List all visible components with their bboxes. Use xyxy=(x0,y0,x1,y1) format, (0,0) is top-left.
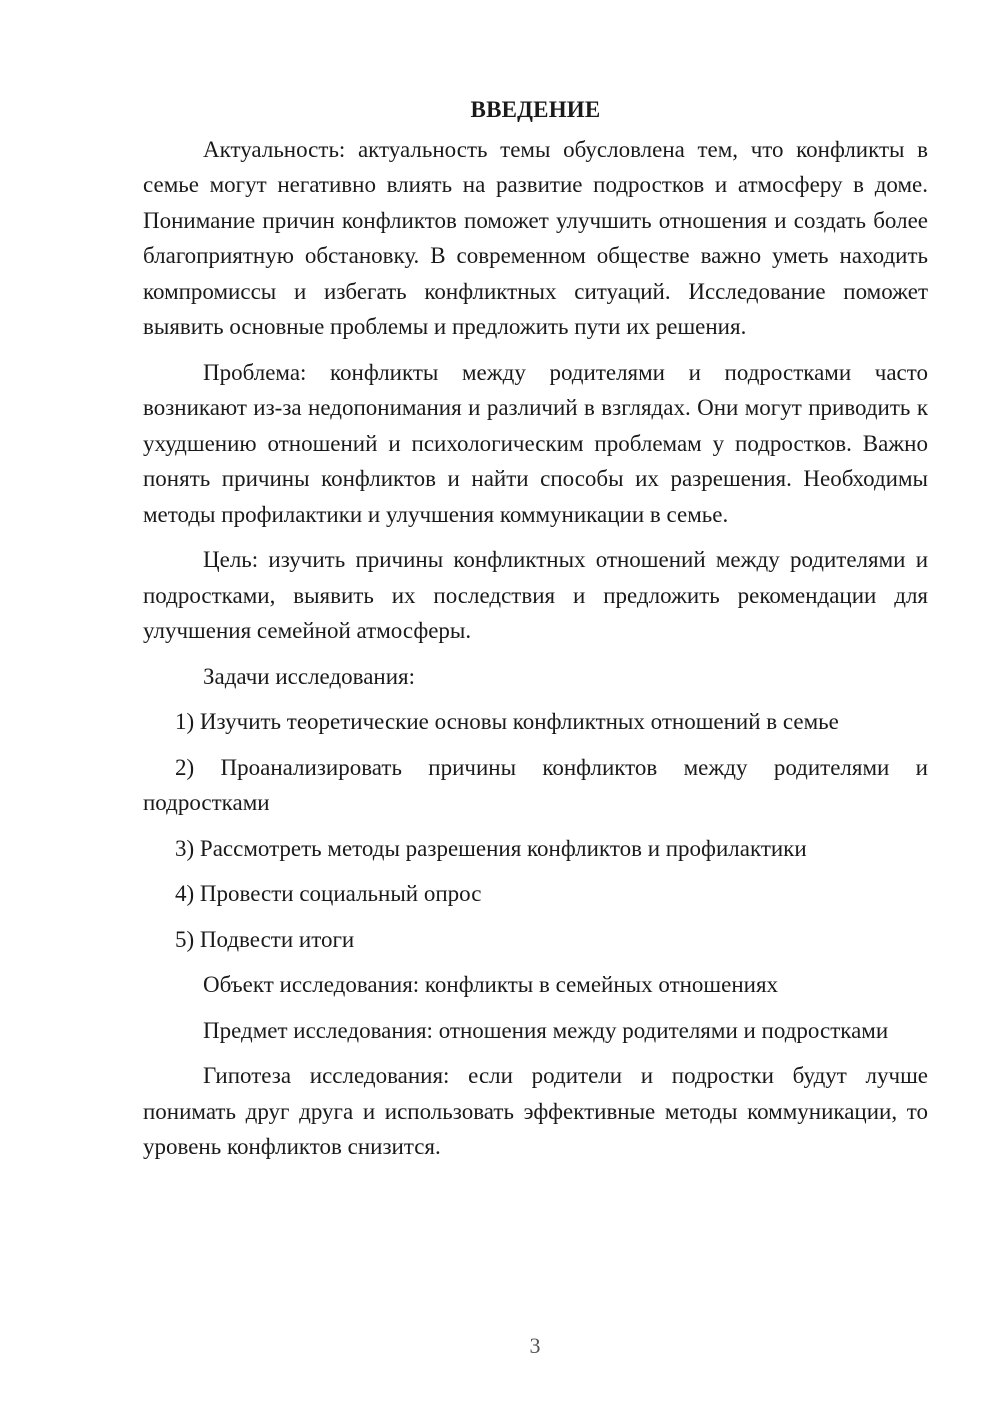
page-number: 3 xyxy=(529,1333,541,1358)
goal-paragraph: Цель: изучить причины конфликтных отношений между родителями и подростками, выявить их последствия и предложить рекомендации для улучшения семейной атмосферы. xyxy=(143,547,928,643)
object-paragraph: Объект исследования: конфликты в семейных отношениях xyxy=(203,972,779,997)
tasks-heading: Задачи исследования: xyxy=(203,663,416,689)
task-item-5: 5) Подвести итоги xyxy=(175,926,355,952)
subject-paragraph: Предмет исследования: отношения между родителями и подростками xyxy=(203,1017,889,1043)
task-item-1: 1) Изучить теоретические основы конфликтных отношений в семье xyxy=(175,709,839,734)
task-item-3: 3) Рассмотреть методы разрешения конфликтов и профилактики xyxy=(175,835,807,861)
relevance-paragraph: Актуальность: актуальность темы обусловлена тем, что конфликты в семье могут негативно влиять на развитие подростков и атмосферу в доме. Понимание причин конфликтов поможет улучшить отношения и создать более благоприятную обстановку. В современном обществе важно уметь находить компромиссы и избегать конфликтных ситуаций. Исследование поможет выявить основные проблемы и предложить пути их решения. xyxy=(143,136,928,339)
page-content xyxy=(143,92,928,1175)
task-item-2: 2) Проанализировать причины конфликтов между родителями и подростками xyxy=(143,754,928,815)
section-title: ВВЕДЕНИЕ xyxy=(470,97,601,122)
problem-paragraph: Проблема: конфликты между родителями и подростками часто возникают из-за недопонимания и различий в взглядах. Они могут приводить к ухудшению отношений и психологическим проблемам у подростков. Важно понять причины конфликтов и найти способы их разрешения. Необходимы методы профилактики и улучшения коммуникации в семье. xyxy=(143,359,928,527)
hypothesis-paragraph: Гипотеза исследования: если родители и подростки будут лучше понимать друг друга и использовать эффективные методы коммуникации, то уровень конфликтов снизится. xyxy=(143,1063,928,1159)
task-item-4: 4) Провести социальный опрос xyxy=(175,881,482,906)
